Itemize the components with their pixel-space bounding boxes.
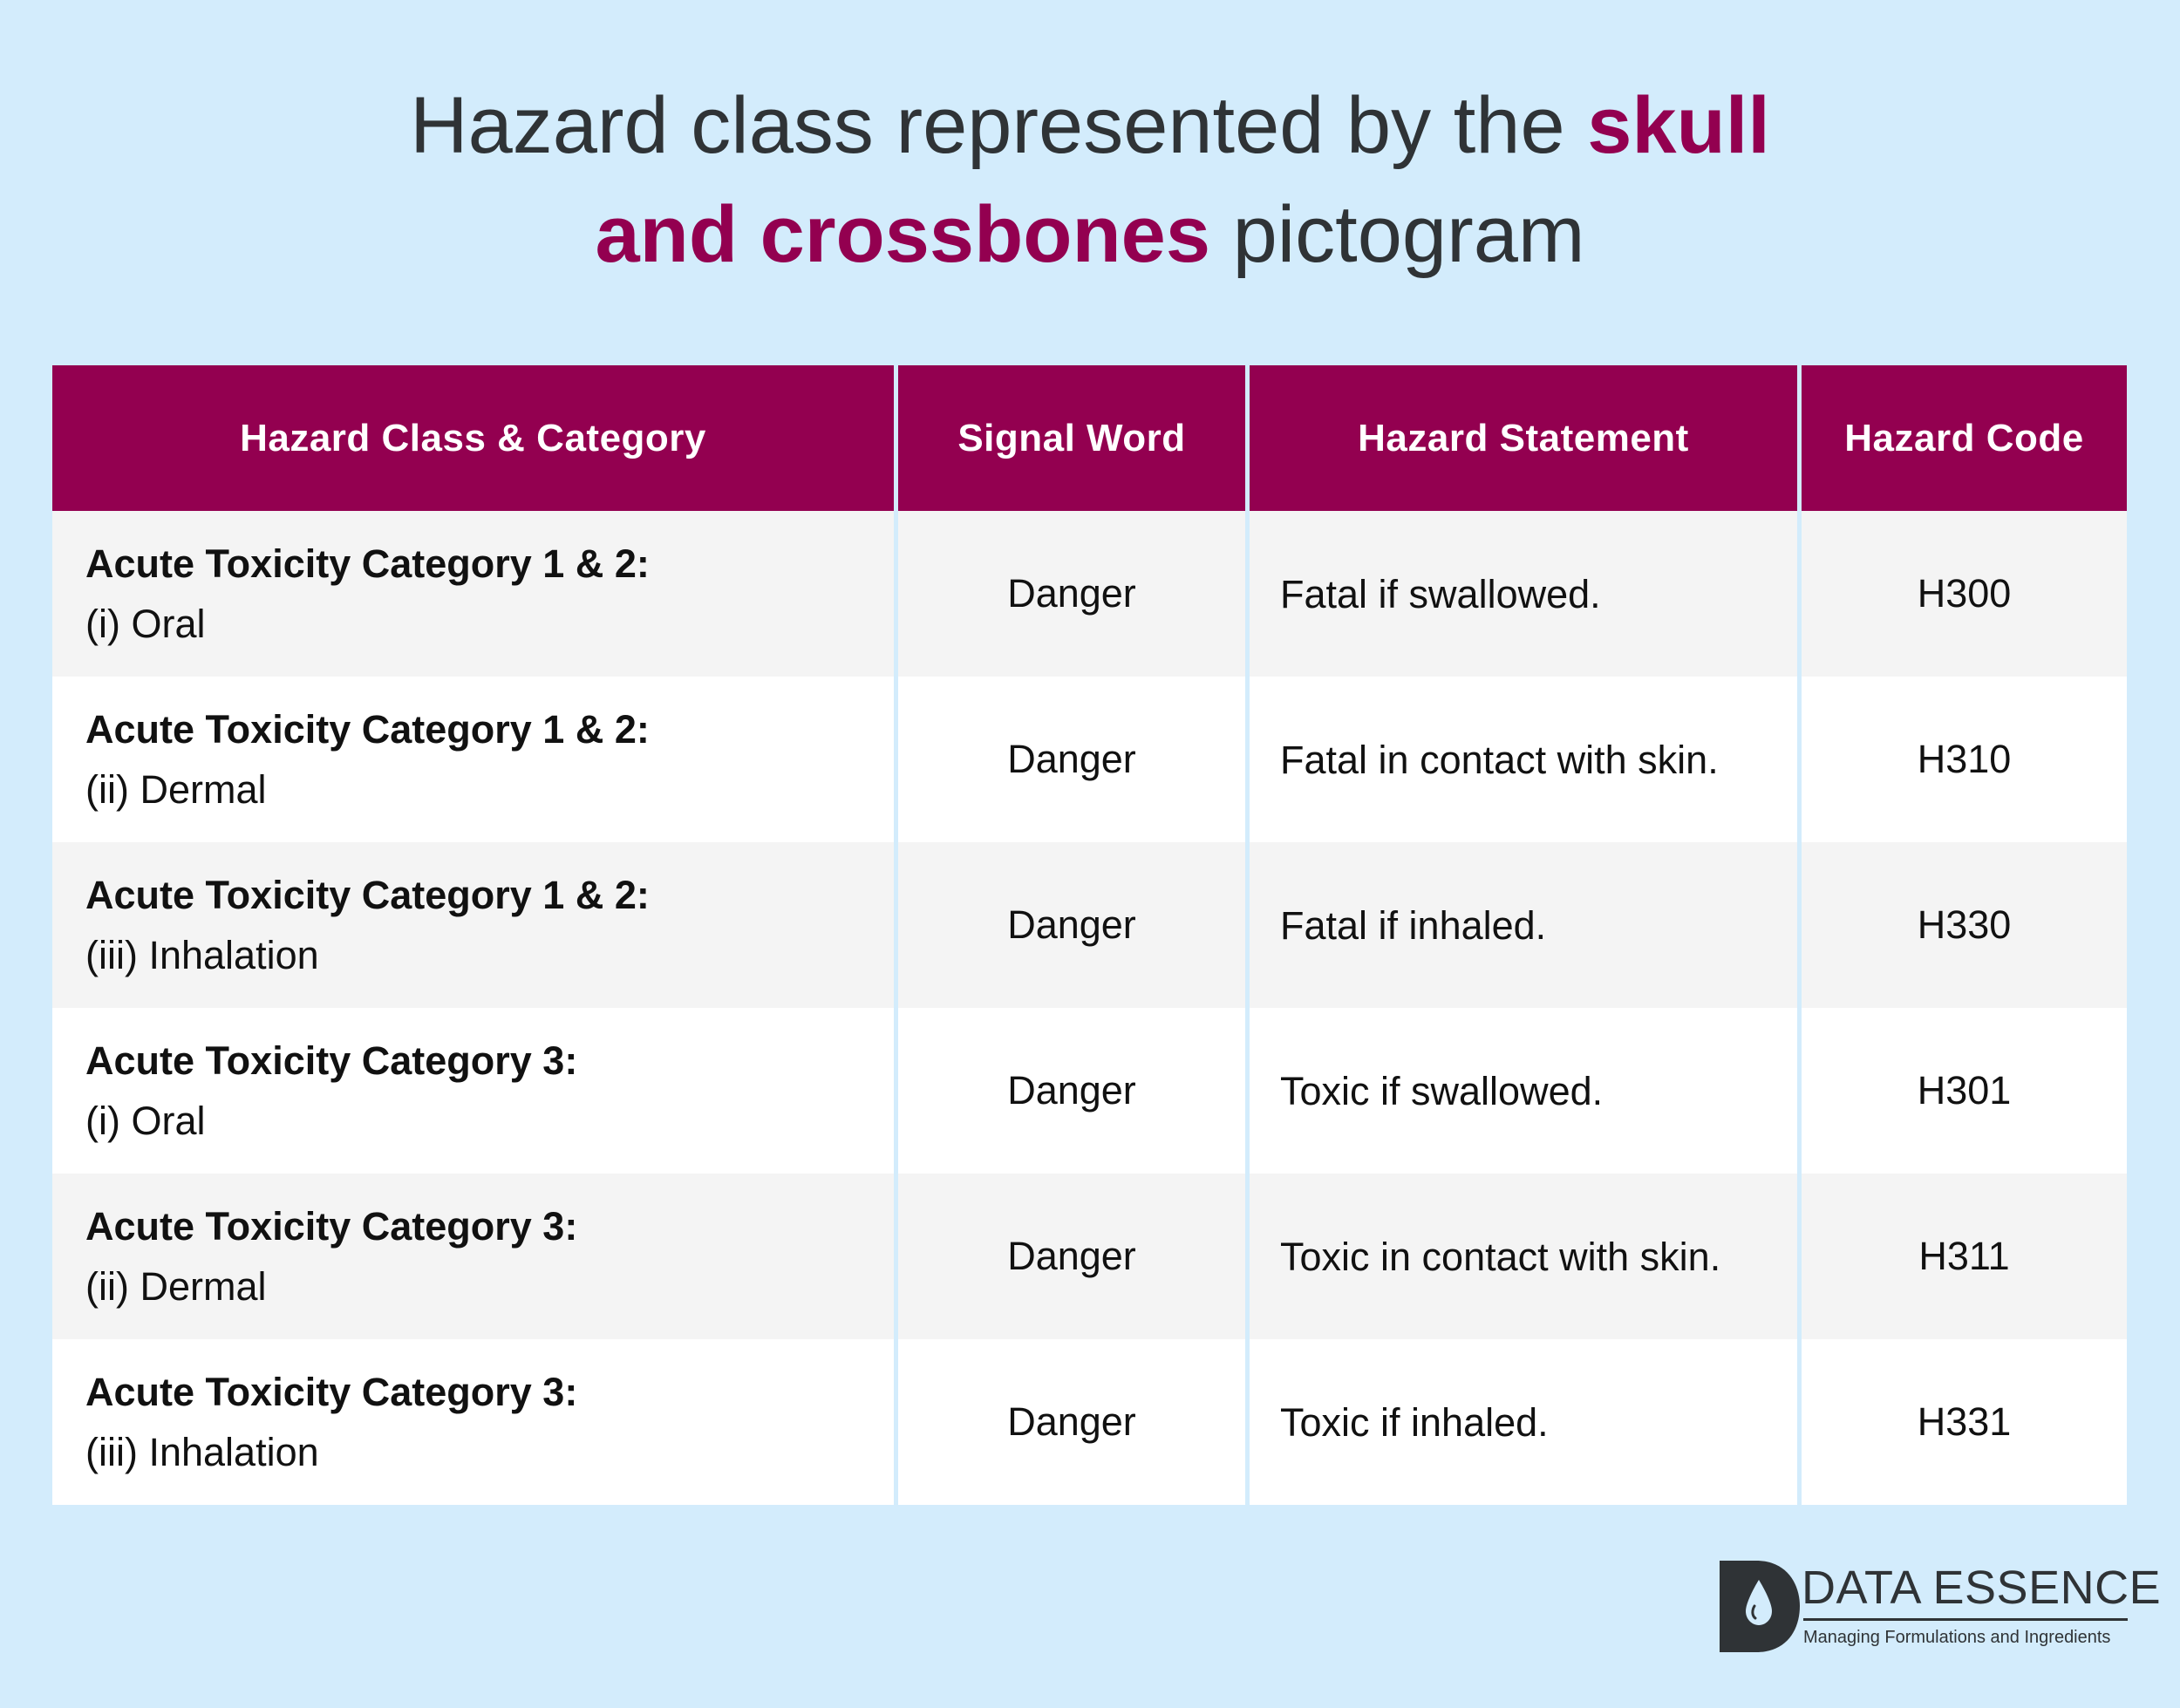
route-label: (iii) Inhalation [85,1430,319,1474]
logo-tagline: Managing Formulations and Ingredients [1803,1628,2111,1647]
hazard-code-cell: H331 [1797,1339,2127,1505]
category-label: Acute Toxicity Category 3: [85,1370,578,1414]
droplet-d-logo-icon [1720,1561,1807,1652]
hazard-class-cell [52,842,894,1008]
hazard-code-cell: H300 [1797,511,2127,677]
title-accent-crossbones: and crossbones [595,190,1211,279]
hazard-statement-cell: Fatal if swallowed. [1245,511,1797,677]
category-label: Acute Toxicity Category 1 & 2: [85,541,650,586]
hazard-class-cell [52,511,894,677]
hazard-class-cell [52,1008,894,1174]
table-row [52,1008,2127,1174]
route-label: (i) Oral [85,1099,206,1143]
category-label: Acute Toxicity Category 3: [85,1204,578,1249]
signal-word-cell: Danger [894,842,1245,1008]
header-signal-word: Signal Word [894,365,1245,511]
route-label: (ii) Dermal [85,1264,267,1309]
category-label: Acute Toxicity Category 1 & 2: [85,873,650,917]
hazard-code-cell: H310 [1797,677,2127,842]
signal-word-cell: Danger [894,1174,1245,1339]
table-row [52,511,2127,677]
signal-word-cell: Danger [894,511,1245,677]
hazard-class-cell [52,1174,894,1339]
hazard-statement-cell: Fatal if inhaled. [1245,842,1797,1008]
hazard-table [52,365,2127,1505]
route-label: (i) Oral [85,602,206,646]
table-row [52,1339,2127,1505]
table-row [52,677,2127,842]
category-label: Acute Toxicity Category 1 & 2: [85,707,650,752]
title-text-start: Hazard class represented by the [410,81,1588,170]
signal-word-cell: Danger [894,1339,1245,1505]
hazard-code-cell: H311 [1797,1174,2127,1339]
logo-brand-name: DATA ESSENCE [1802,1562,2162,1614]
logo-divider [1803,1618,2128,1621]
hazard-statement-cell: Toxic in contact with skin. [1245,1174,1797,1339]
hazard-statement-cell: Toxic if swallowed. [1245,1008,1797,1174]
signal-word-cell: Danger [894,1008,1245,1174]
hazard-code-cell: H301 [1797,1008,2127,1174]
title-accent-skull: skull [1587,81,1770,170]
table-row [52,842,2127,1008]
title-text-end: pictogram [1210,190,1585,279]
hazard-statement-cell: Toxic if inhaled. [1245,1339,1797,1505]
signal-word-cell: Danger [894,677,1245,842]
table-row [52,1174,2127,1339]
category-label: Acute Toxicity Category 3: [85,1038,578,1083]
route-label: (ii) Dermal [85,767,267,812]
header-hazard-statement: Hazard Statement [1245,365,1797,511]
data-essence-logo [1720,1561,2162,1652]
hazard-statement-cell: Fatal in contact with skin. [1245,677,1797,842]
route-label: (iii) Inhalation [85,933,319,977]
table-header-row [52,365,2127,511]
hazard-class-cell [52,677,894,842]
hazard-class-cell [52,1339,894,1505]
hazard-code-cell: H330 [1797,842,2127,1008]
header-hazard-code: Hazard Code [1797,365,2127,511]
header-hazard-class: Hazard Class & Category [52,365,894,511]
page-title [0,71,2180,289]
